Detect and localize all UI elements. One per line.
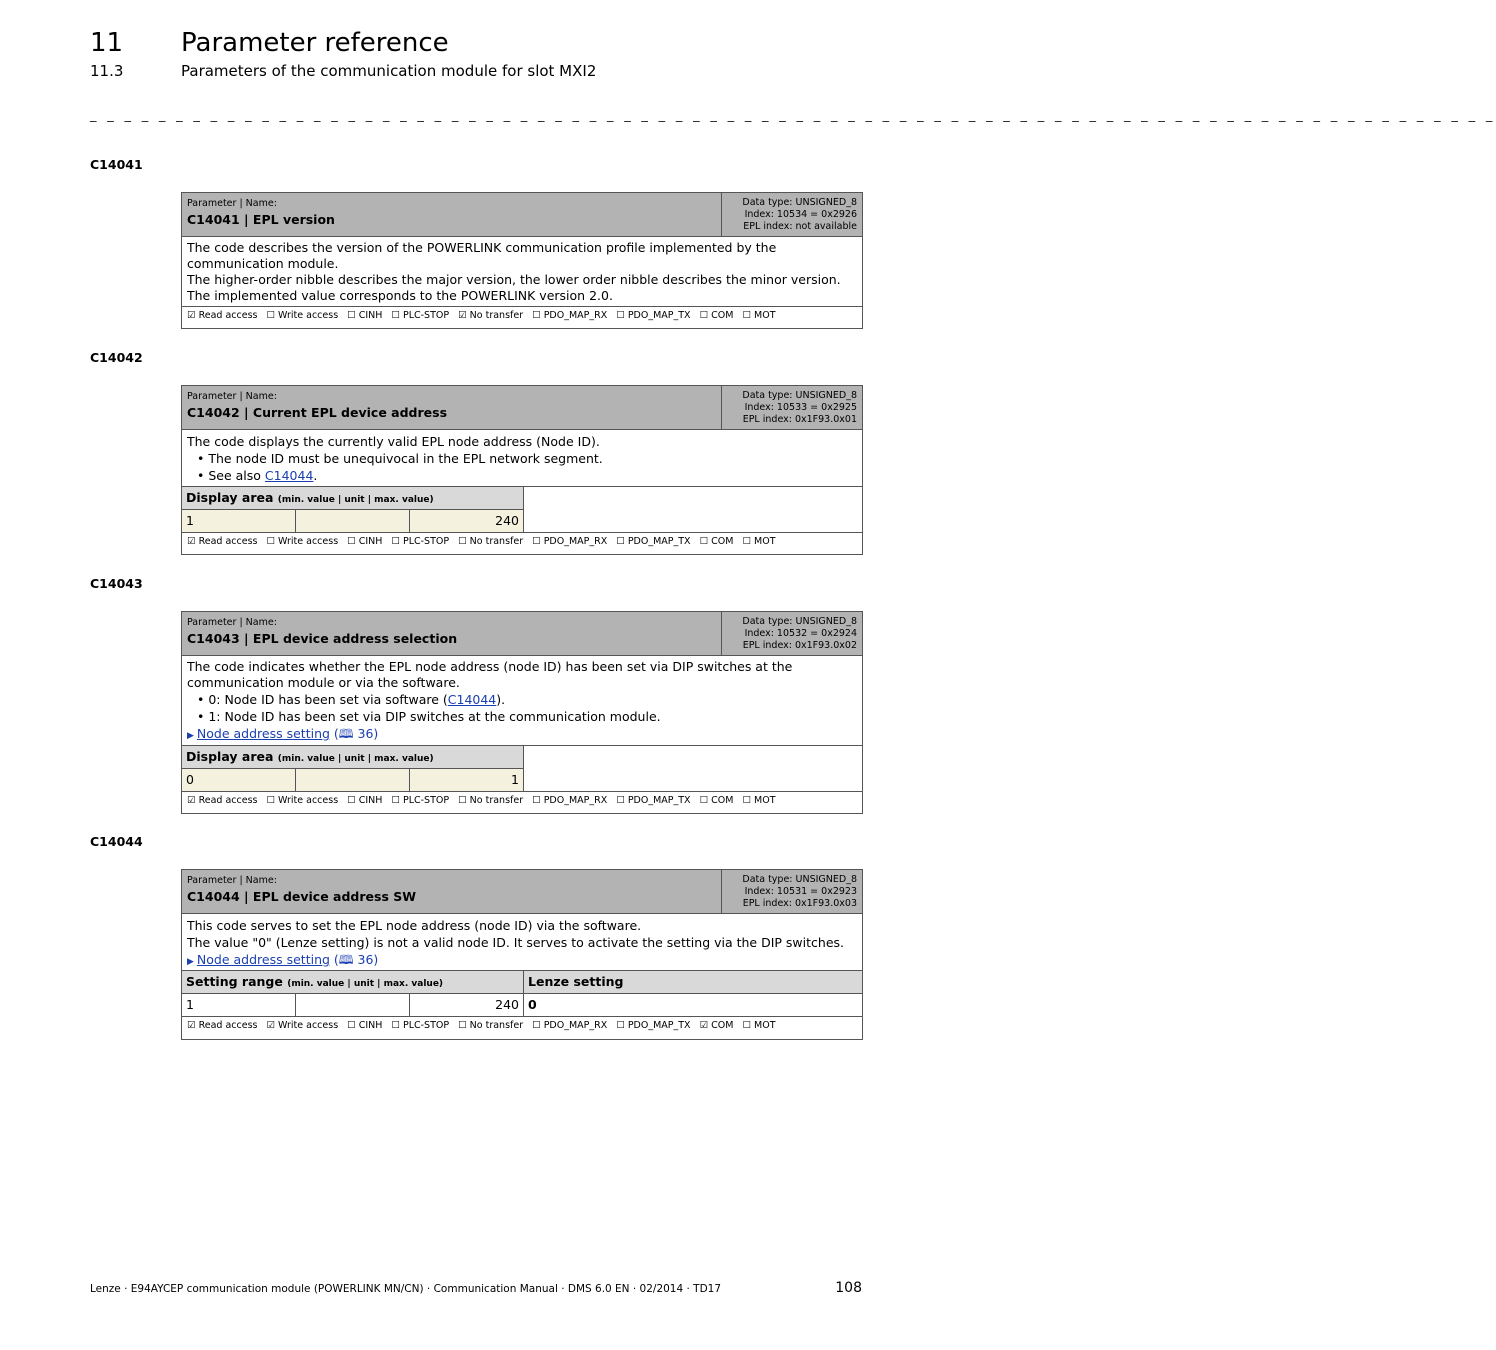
param-label: Parameter | Name: xyxy=(187,617,277,628)
bullet-item: • The node ID must be unequivocal in the EPL network segment. xyxy=(197,451,603,466)
flag-cinh: ☐ CINH xyxy=(347,536,383,547)
page-reference[interactable]: (🕮 36) xyxy=(333,726,379,741)
section-number: 11.3 xyxy=(90,62,124,80)
bullet-item: • 0: Node ID has been set via software (C14044). xyxy=(197,692,506,707)
link-node-address-setting[interactable]: Node address setting xyxy=(196,952,330,967)
flag-com: ☐ COM xyxy=(699,795,734,806)
range-unit xyxy=(296,994,410,1016)
index: Index: 10532 = 0x2924 xyxy=(744,628,857,639)
flag-plc-stop: ☐ PLC-STOP xyxy=(391,795,450,806)
epl-index: EPL index: 0x1F93.0x01 xyxy=(742,414,857,425)
cross-reference xyxy=(187,726,857,744)
flag-read-access: ☑ Read access xyxy=(187,310,258,321)
bullet-item: • 1: Node ID has been set via DIP switches at the communication module. xyxy=(197,709,661,724)
code-label-c14044: C14044 xyxy=(90,834,143,849)
param-box-c14042 xyxy=(181,385,863,555)
display-area-header: Display area (min. value | unit | max. value) xyxy=(182,746,523,769)
flag-read-access: ☑ Read access xyxy=(187,795,258,806)
param-label: Parameter | Name: xyxy=(187,875,277,886)
param-header xyxy=(182,870,862,914)
chapter-number: 11 xyxy=(90,28,124,58)
flag-cinh: ☐ CINH xyxy=(347,310,383,321)
code-label-c14041: C14041 xyxy=(90,157,143,172)
flag-com: ☐ COM xyxy=(699,310,734,321)
flag-write-access: ☐ Write access xyxy=(266,536,339,547)
desc-line: The code indicates whether the EPL node address (node ID) has been set via DIP switches at the communication module or via the software. xyxy=(187,659,793,690)
flag-plc-stop: ☐ PLC-STOP xyxy=(391,1020,450,1031)
flag-write-access: ☑ Write access xyxy=(266,1020,339,1031)
flag-pdo-map-rx: ☐ PDO_MAP_RX xyxy=(532,310,608,321)
flag-no-transfer: ☑ No transfer xyxy=(458,310,524,321)
display-area xyxy=(182,486,862,532)
chapter-title: Parameter reference xyxy=(181,28,449,58)
range-max: 1 xyxy=(410,769,523,791)
desc-line: The code displays the currently valid EPL node address (Node ID). xyxy=(187,434,600,449)
flag-no-transfer: ☐ No transfer xyxy=(458,1020,524,1031)
param-description xyxy=(182,914,862,970)
range-min: 0 xyxy=(182,769,296,791)
lenze-setting-header: Lenze setting xyxy=(524,971,862,994)
flag-com: ☑ COM xyxy=(699,1020,734,1031)
page-number: 108 xyxy=(835,1280,862,1296)
flag-read-access: ☑ Read access xyxy=(187,1020,258,1031)
flag-mot: ☐ MOT xyxy=(742,536,776,547)
flag-plc-stop: ☐ PLC-STOP xyxy=(391,536,450,547)
param-label: Parameter | Name: xyxy=(187,391,277,402)
page-reference[interactable]: (🕮 36) xyxy=(333,952,379,967)
flag-pdo-map-tx: ☐ PDO_MAP_TX xyxy=(616,795,691,806)
data-type: Data type: UNSIGNED_8 xyxy=(742,874,857,885)
flag-mot: ☐ MOT xyxy=(742,1020,776,1031)
arrow-right-icon: ▶ xyxy=(187,957,194,967)
param-description xyxy=(182,656,862,745)
header-divider: _ _ _ _ _ _ _ _ _ _ _ _ _ _ _ _ _ _ _ _ _ _ _ _ _ _ _ _ _ _ _ _ _ _ _ _ _ _ _ _ _ _ _ _ _ _ _ _ _ _ _ _ _ _ _ _ _ _ _ _ _ _ _ _ _ _ _ _ _ _ _ _ _ _ _ _ _ _ _ _ _ _ xyxy=(90,108,1496,123)
flag-no-transfer: ☐ No transfer xyxy=(458,536,524,547)
access-flags xyxy=(182,1016,862,1035)
param-header xyxy=(182,612,862,656)
flag-pdo-map-tx: ☐ PDO_MAP_TX xyxy=(616,1020,691,1031)
param-box-c14041 xyxy=(181,192,863,329)
param-name: C14041 | EPL version xyxy=(187,212,335,227)
cross-reference xyxy=(187,951,857,971)
data-type: Data type: UNSIGNED_8 xyxy=(742,390,857,401)
desc-line: This code serves to set the EPL node address (node ID) via the software. xyxy=(187,918,642,933)
empty-cell xyxy=(524,487,862,532)
section-title: Parameters of the communication module for slot MXI2 xyxy=(181,62,597,80)
epl-index: EPL index: not available xyxy=(743,221,857,232)
flag-mot: ☐ MOT xyxy=(742,310,776,321)
access-flags xyxy=(182,306,862,325)
param-description xyxy=(182,237,862,306)
param-header xyxy=(182,386,862,430)
access-flags xyxy=(182,532,862,551)
range-max: 240 xyxy=(410,994,523,1016)
flag-write-access: ☐ Write access xyxy=(266,795,339,806)
link-node-address-setting[interactable]: Node address setting xyxy=(196,726,330,741)
flag-pdo-map-tx: ☐ PDO_MAP_TX xyxy=(616,536,691,547)
flag-com: ☐ COM xyxy=(699,536,734,547)
flag-write-access: ☐ Write access xyxy=(266,310,339,321)
param-box-c14044 xyxy=(181,869,863,1040)
link-c14044[interactable]: C14044 xyxy=(264,468,314,483)
footer-text: Lenze · E94AYCEP communication module (POWERLINK MN/CN) · Communication Manual · DMS 6.0 EN · 02/2014 · TD17 xyxy=(90,1283,722,1295)
display-area xyxy=(182,745,862,791)
data-type: Data type: UNSIGNED_8 xyxy=(742,197,857,208)
flag-plc-stop: ☐ PLC-STOP xyxy=(391,310,450,321)
data-type: Data type: UNSIGNED_8 xyxy=(742,616,857,627)
range-max: 240 xyxy=(410,510,523,532)
display-area-header: Display area (min. value | unit | max. value) xyxy=(182,487,523,510)
empty-cell xyxy=(524,746,862,791)
setting-range-header: Setting range (min. value | unit | max. value) xyxy=(182,971,523,994)
arrow-right-icon: ▶ xyxy=(187,731,194,741)
code-label-c14042: C14042 xyxy=(90,350,143,365)
range-min: 1 xyxy=(182,994,296,1016)
flag-no-transfer: ☐ No transfer xyxy=(458,795,524,806)
index: Index: 10534 = 0x2926 xyxy=(744,209,857,220)
param-header xyxy=(182,193,862,237)
flag-cinh: ☐ CINH xyxy=(347,1020,383,1031)
param-name: C14044 | EPL device address SW xyxy=(187,889,417,904)
link-c14044[interactable]: C14044 xyxy=(447,692,497,707)
flag-pdo-map-rx: ☐ PDO_MAP_RX xyxy=(532,1020,608,1031)
param-box-c14043 xyxy=(181,611,863,814)
param-label: Parameter | Name: xyxy=(187,198,277,209)
range-unit xyxy=(296,769,410,791)
range-min: 1 xyxy=(182,510,296,532)
flag-cinh: ☐ CINH xyxy=(347,795,383,806)
flag-read-access: ☑ Read access xyxy=(187,536,258,547)
flag-mot: ☐ MOT xyxy=(742,795,776,806)
flag-pdo-map-rx: ☐ PDO_MAP_RX xyxy=(532,536,608,547)
setting-range xyxy=(182,970,862,1016)
flag-pdo-map-rx: ☐ PDO_MAP_RX xyxy=(532,795,608,806)
range-unit xyxy=(296,510,410,532)
desc-line: The value "0" (Lenze setting) is not a valid node ID. It serves to activate the setting via the DIP switches. xyxy=(187,935,845,950)
flag-pdo-map-tx: ☐ PDO_MAP_TX xyxy=(616,310,691,321)
code-label-c14043: C14043 xyxy=(90,576,143,591)
access-flags xyxy=(182,791,862,810)
desc-line: The code describes the version of the POWERLINK communication profile implemented by the communication module. xyxy=(187,240,777,271)
param-name: C14042 | Current EPL device address xyxy=(187,405,448,420)
bullet-item: • See also C14044. xyxy=(197,468,318,483)
desc-line: The higher-order nibble describes the major version, the lower order nibble describes the minor version. The implemented value corresponds to the POWERLINK version 2.0. xyxy=(187,272,841,303)
param-name: C14043 | EPL device address selection xyxy=(187,631,458,646)
lenze-setting-value: 0 xyxy=(528,997,537,1012)
index: Index: 10531 = 0x2923 xyxy=(744,886,857,897)
param-description xyxy=(182,430,862,486)
epl-index: EPL index: 0x1F93.0x02 xyxy=(742,640,857,651)
epl-index: EPL index: 0x1F93.0x03 xyxy=(742,898,857,909)
index: Index: 10533 = 0x2925 xyxy=(744,402,857,413)
